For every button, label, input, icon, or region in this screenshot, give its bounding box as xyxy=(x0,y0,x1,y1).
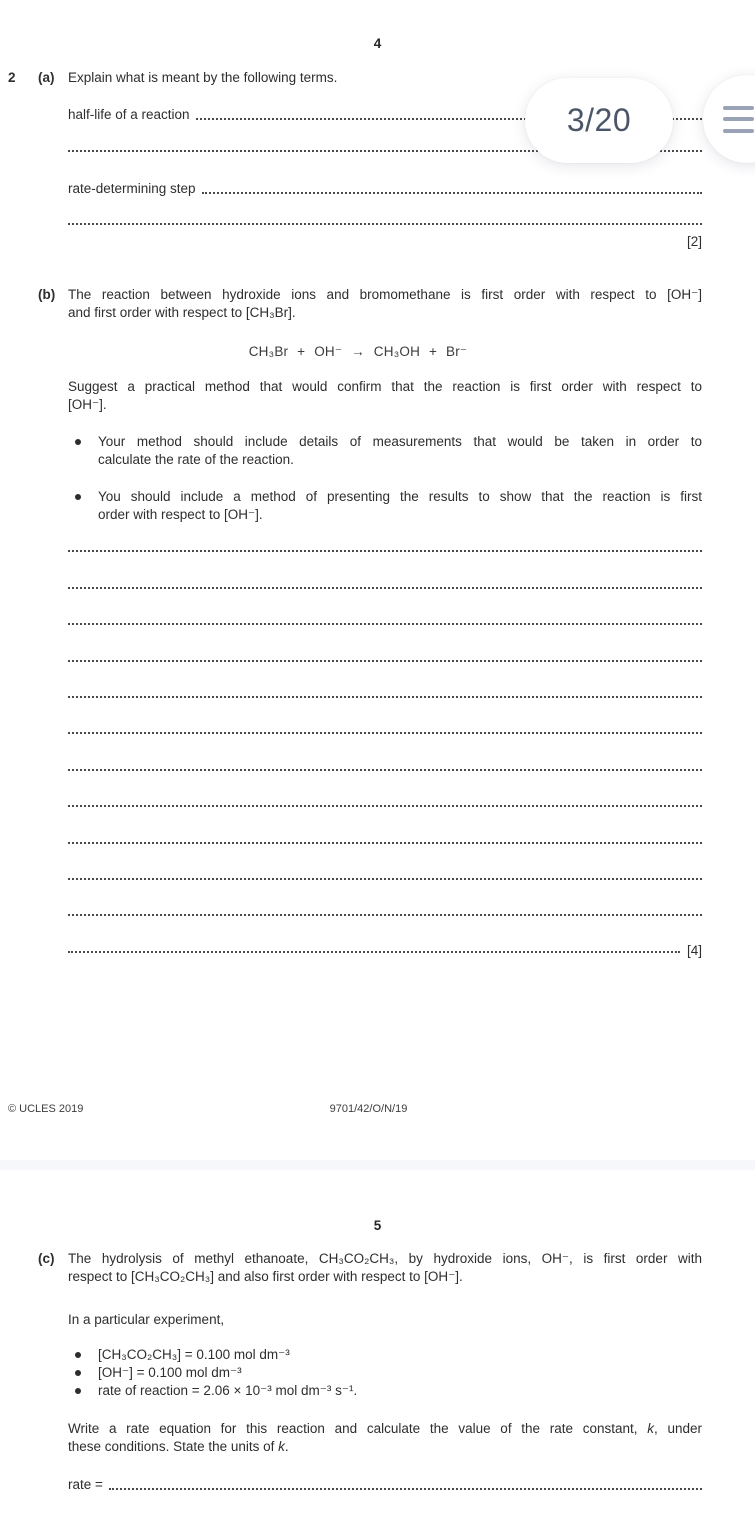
bullet-line: Your method should include details of measurements that would be taken in order to xyxy=(98,434,702,449)
dotted-answer-space xyxy=(202,180,702,194)
bullet-marker xyxy=(75,1388,81,1394)
part-b-task-line1: Suggest a practical method that would confirm that the reaction is first order with respect to xyxy=(68,379,702,394)
task-text: . xyxy=(284,1438,289,1454)
hamburger-menu-icon xyxy=(723,106,754,133)
answer-space xyxy=(68,516,702,958)
rate-determining-label: rate-determining step xyxy=(68,181,196,196)
question-number: 2 xyxy=(8,70,16,85)
part-a-marks: [2] xyxy=(686,234,702,249)
data-point-1 xyxy=(75,1346,702,1364)
part-c-intro-line2: respect to [CH₃CO₂CH₃] and also first order with respect to [OH⁻]. xyxy=(68,1268,463,1284)
part-c-intro xyxy=(68,1250,702,1285)
part-c-label: (c) xyxy=(38,1251,55,1266)
part-b-bullet-1-text xyxy=(98,433,702,468)
half-life-label: half-life of a reaction xyxy=(68,107,190,122)
experiment-intro: In a particular experiment, xyxy=(68,1312,225,1327)
part-a-label: (a) xyxy=(38,70,55,85)
part-b-task-line2: [OH⁻]. xyxy=(68,396,107,412)
answer-line xyxy=(68,223,702,225)
bullet-line: order with respect to [OH⁻]. xyxy=(98,506,263,522)
answer-line xyxy=(68,844,702,880)
answer-line xyxy=(68,771,702,807)
answer-line xyxy=(68,625,702,661)
part-c-task-line1 xyxy=(68,1420,702,1438)
part-c-task-line2 xyxy=(68,1438,702,1456)
data-point-1-text: [CH₃CO₂CH₃] = 0.100 mol dm⁻³ xyxy=(98,1347,290,1362)
task-text: , under xyxy=(654,1421,702,1436)
menu-bar xyxy=(723,117,754,121)
dotted-answer-space xyxy=(109,1476,702,1490)
bullet-marker xyxy=(75,1370,81,1376)
page-separator xyxy=(0,1160,755,1170)
part-b-task xyxy=(68,378,702,413)
data-point-3 xyxy=(75,1382,702,1400)
dotted-answer-space xyxy=(68,916,680,952)
answer-line xyxy=(68,807,702,843)
answer-line xyxy=(68,916,702,958)
menu-bar xyxy=(723,106,754,110)
copyright-notice: © UCLES 2019 xyxy=(8,1103,84,1115)
bullet-marker xyxy=(75,1352,81,1358)
answer-line xyxy=(68,589,702,625)
rate-constant-symbol: k xyxy=(278,1438,285,1454)
page-number: 4 xyxy=(373,36,382,51)
page-indicator-pill[interactable] xyxy=(525,78,673,163)
answer-line xyxy=(68,516,702,552)
task-text: these conditions. State the units of xyxy=(68,1438,275,1454)
answer-line xyxy=(68,552,702,588)
answer-line xyxy=(68,662,702,698)
rate-equation-row xyxy=(68,1476,702,1494)
data-point-3-text: rate of reaction = 2.06 × 10⁻³ mol dm⁻³ s⁻¹. xyxy=(98,1383,358,1398)
bullet-marker xyxy=(75,439,81,445)
paper-code: 9701/42/O/N/19 xyxy=(329,1103,408,1115)
page-number: 5 xyxy=(373,1218,382,1233)
part-b-intro-line1: The reaction between hydroxide ions and bromomethane is first order with respect to [OH⁻] xyxy=(68,287,702,302)
data-point-2-text: [OH⁻] = 0.100 mol dm⁻³ xyxy=(98,1365,242,1380)
answer-line xyxy=(68,880,702,916)
part-b-label: (b) xyxy=(38,287,56,302)
rate-constant-symbol: k xyxy=(647,1421,654,1436)
bullet-line: You should include a method of presenting the results to show that the reaction is first xyxy=(98,489,702,504)
bullet-marker xyxy=(75,494,81,500)
rate-determining-row xyxy=(68,180,702,198)
part-b-marks: [4] xyxy=(686,942,702,958)
page-indicator-label: 3/20 xyxy=(566,101,632,138)
part-b-bullet-1 xyxy=(75,433,702,468)
part-b-intro xyxy=(68,286,702,321)
answer-line xyxy=(68,734,702,770)
chemical-equation: CH₃Br + OH⁻ → CH₃OH + Br⁻ xyxy=(248,344,468,359)
part-a-intro: Explain what is meant by the following terms. xyxy=(68,70,338,85)
menu-bar xyxy=(723,129,754,133)
data-point-2 xyxy=(75,1364,702,1382)
part-c-task xyxy=(68,1420,702,1455)
task-text: Write a rate equation for this reaction and calculate the value of the rate constant, xyxy=(68,1421,638,1436)
part-b-intro-line2: and first order with respect to [CH₃Br]. xyxy=(68,304,296,320)
rate-label: rate = xyxy=(68,1477,103,1492)
part-c-intro-line1: The hydrolysis of methyl ethanoate, CH₃CO₂CH₃, by hydroxide ions, OH⁻, is first order with xyxy=(68,1251,702,1266)
answer-line xyxy=(68,698,702,734)
bullet-line: calculate the rate of the reaction. xyxy=(98,451,294,467)
